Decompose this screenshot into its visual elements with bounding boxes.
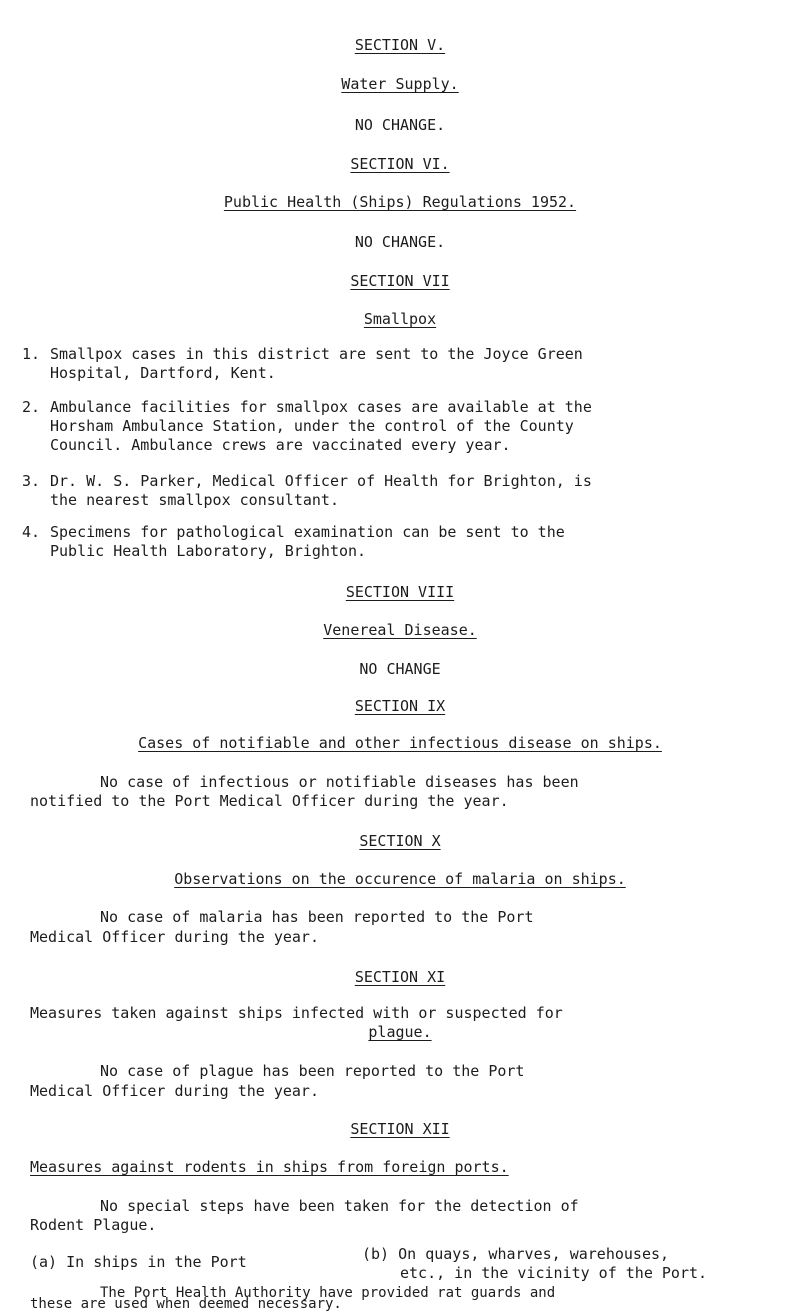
list-item (50, 398, 790, 455)
section-xii-heading: SECTION XII (350, 1120, 450, 1138)
section-viii-heading: SECTION VIII (345, 583, 455, 601)
item-line: Smallpox cases in this district are sent to the Joyce Green (50, 345, 583, 363)
list-item (50, 345, 790, 383)
section-ix-title: Cases of notifiable and other infectious disease on ships. (138, 734, 662, 752)
item-line: Horsham Ambulance Station, under the control of the County (50, 417, 574, 435)
section-vi-status: NO CHANGE. (354, 233, 446, 251)
section-ix-heading: SECTION IX (354, 697, 446, 715)
section-xii-title: Measures against rodents in ships from foreign ports. (30, 1158, 509, 1176)
closing-line: these are used when deemed necessary. (30, 1296, 342, 1312)
section-viii-status: NO CHANGE (359, 660, 441, 678)
item-line: Specimens for pathological examination can be sent to the (50, 523, 565, 541)
section-x-title: Observations on the occurence of malaria on ships. (174, 870, 626, 888)
item-line: Public Health Laboratory, Brighton. (50, 542, 367, 560)
list-item (50, 472, 790, 510)
closing-line: The Port Health Authority have provided rat guards and (100, 1285, 556, 1301)
paragraph-line: notified to the Port Medical Officer during the year. (30, 792, 509, 810)
item-number: 1. (22, 345, 41, 363)
section-xi-title-line: plague. (368, 1023, 432, 1041)
section-x-heading: SECTION X (359, 832, 441, 850)
column-a-text: (a) In ships in the Port (30, 1253, 247, 1271)
paragraph-line: Rodent Plague. (30, 1216, 157, 1234)
section-vi-title: Public Health (Ships) Regulations 1952. (223, 193, 577, 211)
item-line: Dr. W. S. Parker, Medical Officer of Health for Brighton, is (50, 472, 592, 490)
paragraph-line: No case of plague has been reported to the Port (100, 1062, 525, 1080)
item-line: Hospital, Dartford, Kent. (50, 364, 276, 382)
paragraph-line: Medical Officer during the year. (30, 1082, 319, 1100)
section-vi-heading: SECTION VI. (350, 155, 450, 173)
item-number: 3. (22, 472, 41, 490)
item-line: Council. Ambulance crews are vaccinated every year. (50, 436, 511, 454)
list-item (50, 523, 790, 561)
paragraph-line: Medical Officer during the year. (30, 928, 319, 946)
section-v-heading: SECTION V. (354, 36, 446, 54)
item-number: 4. (22, 523, 41, 541)
paragraph-line: No case of infectious or notifiable diseases has been (100, 773, 579, 791)
section-vii-heading: SECTION VII (350, 272, 450, 290)
item-number: 2. (22, 398, 41, 416)
section-xi-title-line: Measures taken against ships infected with or suspected for (30, 1004, 563, 1022)
section-viii-title: Venereal Disease. (323, 621, 477, 639)
section-v-status: NO CHANGE. (354, 116, 446, 134)
paragraph-line: No special steps have been taken for the detection of (100, 1197, 579, 1215)
item-line: Ambulance facilities for smallpox cases are available at the (50, 398, 592, 416)
column-b-text: (b) On quays, wharves, warehouses, (362, 1245, 670, 1263)
item-line: the nearest smallpox consultant. (50, 491, 339, 509)
section-vii-title: Smallpox (363, 310, 437, 328)
section-v-title: Water Supply. (341, 75, 459, 93)
paragraph-line: No case of malaria has been reported to the Port (100, 908, 534, 926)
section-xi-heading: SECTION XI (354, 968, 446, 986)
column-b-text: etc., in the vicinity of the Port. (400, 1264, 708, 1282)
